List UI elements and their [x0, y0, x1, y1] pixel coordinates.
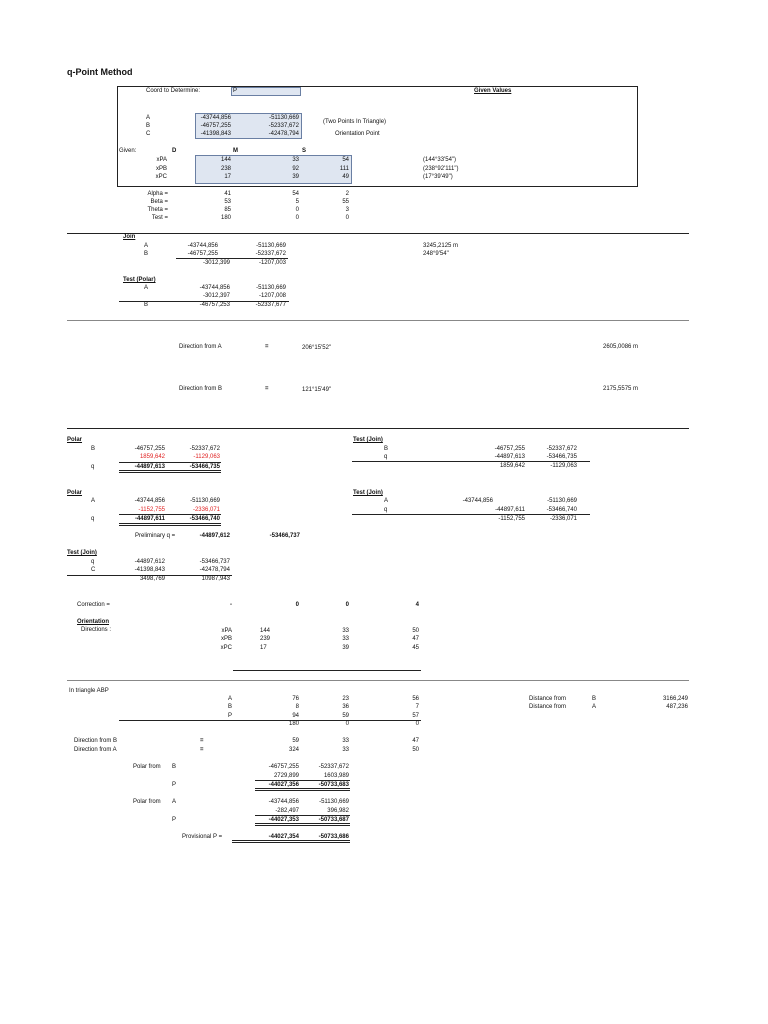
given-note: (144°33'54")	[423, 157, 457, 163]
angle-s: 0	[345, 215, 349, 221]
preliminary-y: -53466,737	[269, 533, 300, 539]
angle-m: 0	[295, 207, 299, 213]
correction-d: 0	[295, 602, 299, 608]
section-divider	[67, 233, 689, 234]
distance-value: 487,236	[666, 704, 688, 710]
given-d: 144	[220, 157, 231, 163]
polar1-dy: -1129,063	[193, 454, 220, 460]
col-header-m: M	[233, 148, 238, 154]
polar2-heading: Polar	[67, 490, 83, 496]
given-m: 39	[292, 174, 299, 180]
orientation-label: xPA	[221, 628, 232, 634]
orientation-s: 50	[412, 628, 419, 634]
join-sum-line	[176, 258, 288, 259]
polar-a-p-label: P	[172, 817, 177, 823]
testjoin2-y: -53466,740	[546, 507, 577, 513]
given-d: 238	[220, 166, 231, 172]
distance-point: A	[592, 704, 597, 710]
polar1-sum-line	[119, 462, 221, 463]
polar-b-sum-line	[255, 780, 350, 781]
section-divider	[67, 320, 689, 321]
join-y: -52337,672	[255, 251, 286, 257]
point-x: -46757,255	[200, 123, 231, 129]
polar-a-dx: -282,497	[275, 808, 299, 814]
triangle-total-d: 180	[288, 721, 299, 727]
provisional-y: -50733,686	[318, 834, 349, 840]
polar2-qx: -44897,611	[134, 516, 165, 522]
direction-from-a-label: Direction from A	[179, 344, 222, 350]
polar-b-label: Polar from	[133, 764, 161, 770]
dir2-eq: =	[200, 738, 204, 744]
triangle-label: In triangle ABP	[69, 688, 109, 694]
distance-label: Distance from	[529, 704, 567, 710]
triangle-s: 56	[412, 696, 419, 702]
polar1-x: -46757,255	[134, 446, 165, 452]
angle-m: 0	[295, 215, 299, 221]
given-label: xPB	[155, 166, 167, 172]
orientation-m: 33	[342, 628, 349, 634]
correction-sign: -	[230, 602, 232, 608]
test-polar-dx: -3012,397	[202, 293, 230, 299]
dir2-label: Direction from B	[74, 738, 118, 744]
testjoin1-dx: 1859,642	[499, 463, 525, 469]
polar-b-dx: 2729,899	[273, 773, 299, 779]
given-m: 92	[292, 166, 299, 172]
test-polar-label: A	[144, 285, 149, 291]
polar2-dx: -1152,755	[138, 507, 165, 513]
orientation-d: 144	[260, 628, 271, 634]
testjoin2-y: -51130,669	[547, 498, 577, 504]
polar1-qx: -44897,613	[134, 464, 165, 470]
polar2-label: q	[91, 516, 95, 522]
polar2-label: A	[91, 498, 96, 504]
join-x: -46757,255	[187, 251, 218, 257]
direction-from-a-value: 206°15'52"	[302, 345, 332, 351]
triangle-d: 8	[295, 704, 299, 710]
triangle-pt: P	[227, 713, 232, 719]
polar-a-y: -51130,669	[319, 799, 349, 805]
given-s: 111	[339, 166, 349, 172]
polar2-total-line	[119, 523, 221, 526]
orientation-sub: Directions :	[81, 627, 112, 633]
join-x: -43744,856	[187, 243, 218, 249]
point-y: -52337,672	[268, 123, 299, 129]
testjoin1-label: B	[384, 446, 389, 452]
polar1-dx: 1859,642	[139, 454, 165, 460]
coord-value: P	[233, 88, 238, 94]
dir2-label: Direction from A	[74, 747, 117, 753]
polar-a-x: -43744,856	[268, 799, 299, 805]
point-y: -42478,794	[268, 131, 299, 137]
provisional-total-line	[232, 840, 350, 843]
polar-a-sum-line	[255, 815, 350, 816]
join-direction: 248°9'54"	[423, 251, 449, 257]
testjoin1-heading: Test (Join)	[353, 437, 383, 443]
angle-s: 2	[345, 191, 349, 197]
polar-a-label: Polar from	[133, 799, 161, 805]
angle-m: 54	[292, 191, 299, 197]
join-diff-x: -3012,399	[202, 260, 230, 266]
polar1-label: B	[91, 446, 96, 452]
given-m: 33	[292, 157, 299, 163]
angle-d: 85	[224, 207, 231, 213]
testjoin3-dx: 3498,769	[139, 576, 165, 582]
triangle-s: 57	[412, 713, 419, 719]
angle-d: 180	[220, 215, 231, 221]
given-label: xPC	[155, 174, 167, 180]
test-polar-dy: -1207,008	[258, 293, 286, 299]
testjoin2-label: q	[384, 507, 388, 513]
orientation-d: 17	[260, 645, 267, 651]
orientation-note: Orientation Point	[335, 131, 380, 137]
provisional-x: -44027,354	[268, 834, 299, 840]
dir2-s: 47	[412, 738, 419, 744]
preliminary-x: -44897,612	[199, 533, 230, 539]
testjoin3-x: -41398,843	[134, 567, 165, 573]
polar1-label: q	[91, 464, 95, 470]
point-x: -43744,856	[200, 115, 231, 121]
given-label: Given:	[119, 148, 137, 154]
given-s: 54	[342, 157, 349, 163]
section-divider	[67, 428, 689, 429]
polar-a-px: -44027,353	[268, 817, 299, 823]
join-distance: 3245,2125 m	[423, 243, 459, 249]
given-note: (238°92'111")	[423, 166, 459, 172]
polar-b-p-label: P	[172, 782, 177, 788]
testjoin1-x: -44897,613	[494, 454, 525, 460]
given-label: xPA	[156, 157, 167, 163]
testjoin2-x: -44897,611	[495, 507, 525, 513]
point-label: A	[146, 115, 151, 121]
test-polar-x: -43744,856	[199, 285, 230, 291]
angle-d: 53	[224, 199, 231, 205]
triangle-pt: A	[227, 696, 232, 702]
testjoin1-label: q	[384, 454, 388, 460]
distance-point: B	[592, 696, 597, 702]
triangle-m: 36	[342, 704, 349, 710]
orientation-m: 39	[342, 645, 349, 651]
dir2-s: 50	[412, 747, 419, 753]
polar-b-total-line	[255, 788, 350, 791]
polar2-dy: -2336,071	[192, 507, 220, 513]
polar1-heading: Polar	[67, 437, 83, 443]
test-polar-y: -51130,669	[256, 285, 286, 291]
polar1-total-line	[119, 470, 221, 473]
orientation-m: 33	[342, 636, 349, 642]
dir2-d: 59	[292, 738, 299, 744]
orientation-s: 47	[412, 636, 419, 642]
test-polar-y: -52337,677	[255, 302, 286, 308]
polar-b-py: -50733,683	[318, 782, 349, 788]
angle-label: Test =	[151, 215, 168, 221]
point-y: -51130,669	[269, 115, 299, 121]
polar-b-x: -46757,255	[268, 764, 299, 770]
polar-a-point: A	[172, 799, 177, 805]
coord-input[interactable]	[231, 87, 301, 96]
orientation-s: 45	[412, 645, 419, 651]
testjoin3-label: C	[91, 567, 96, 573]
angle-m: 5	[295, 199, 299, 205]
testjoin1-sum-line	[352, 461, 590, 462]
testjoin2-heading: Test (Join)	[353, 490, 383, 496]
direction-from-a-eq: =	[265, 344, 269, 350]
polar1-y: -52337,672	[189, 446, 220, 452]
testjoin2-sum-line	[352, 514, 590, 515]
dir2-eq: =	[200, 747, 204, 753]
testjoin1-y: -52337,672	[546, 446, 577, 452]
angle-d: 41	[224, 191, 231, 197]
point-label: B	[146, 123, 151, 129]
join-label: A	[144, 243, 149, 249]
polar2-x: -43744,856	[134, 498, 165, 504]
given-d: 17	[224, 174, 231, 180]
testjoin3-heading: Test (Join)	[67, 550, 97, 556]
polar1-qy: -53466,735	[189, 464, 220, 470]
testjoin2-label: A	[384, 498, 389, 504]
testjoin1-x: -46757,255	[494, 446, 525, 452]
preliminary-label: Preliminary q =	[135, 533, 176, 539]
triangle-d: 76	[292, 696, 299, 702]
triangle-total-m: 0	[345, 721, 349, 727]
testjoin3-y: -42478,794	[199, 567, 230, 573]
direction-from-a-distance: 2605,0086 m	[603, 344, 639, 350]
given-values-heading: Given Values	[474, 88, 512, 94]
test-polar-label: B	[144, 302, 149, 308]
join-label: B	[144, 251, 149, 257]
triangle-s: 7	[415, 704, 419, 710]
dir2-d: 324	[288, 747, 299, 753]
section-divider	[67, 680, 689, 681]
direction-from-b-value: 121°15'49"	[302, 387, 332, 393]
triangle-d: 94	[292, 713, 299, 719]
polar-b-y: -52337,672	[318, 764, 349, 770]
orientation-label: xPC	[220, 645, 232, 651]
orientation-line	[233, 670, 421, 671]
page-title: q-Point Method	[67, 67, 133, 77]
direction-from-b-eq: =	[265, 386, 269, 392]
testjoin3-dy: 10987,943	[201, 576, 230, 582]
dir2-m: 33	[342, 738, 349, 744]
testjoin3-x: -44897,612	[134, 559, 165, 565]
testjoin2-dx: -1152,755	[498, 516, 525, 522]
join-diff-y: -1207,003	[258, 260, 286, 266]
testjoin3-y: -53466,737	[199, 559, 230, 565]
given-s: 49	[342, 174, 349, 180]
testjoin2-x: -43744,856	[462, 498, 493, 504]
distance-label: Distance from	[529, 696, 567, 702]
orientation-heading: Orientation	[77, 619, 110, 625]
angle-label: Beta =	[150, 199, 168, 205]
given-note: (17°39'49")	[423, 174, 453, 180]
orientation-label: xPB	[220, 636, 232, 642]
angle-s: 3	[345, 207, 349, 213]
correction-s: 4	[415, 602, 419, 608]
triangle-total-s: 0	[415, 721, 419, 727]
triangle-pt: B	[227, 704, 232, 710]
direction-from-b-label: Direction from B	[179, 386, 223, 392]
join-heading: Join	[123, 234, 136, 240]
test-polar-x: -46757,253	[199, 302, 230, 308]
testjoin2-dy: -2336,071	[549, 516, 577, 522]
testjoin1-dy: -1129,063	[550, 463, 577, 469]
point-x: -41398,843	[200, 131, 231, 137]
polar-b-px: -44027,356	[268, 782, 299, 788]
provisional-label: Provisional P =	[182, 834, 223, 840]
col-header-d: D	[172, 148, 177, 154]
coord-label: Coord to Determine:	[146, 88, 201, 94]
polar-a-total-line	[255, 823, 350, 826]
col-header-s: S	[302, 148, 307, 154]
join-y: -51130,669	[256, 243, 286, 249]
polar2-qy: -53466,740	[189, 516, 220, 522]
orientation-d: 239	[260, 636, 271, 642]
polar-a-py: -50733,687	[318, 817, 349, 823]
triangle-m: 59	[342, 713, 349, 719]
angle-label: Alpha =	[147, 191, 168, 197]
point-label: C	[146, 131, 151, 137]
polar-b-point: B	[172, 764, 177, 770]
polar2-y: -51130,669	[190, 498, 220, 504]
triangle-note: (Two Points In Triangle)	[323, 119, 387, 125]
angle-label: Theta =	[147, 207, 168, 213]
dir2-m: 33	[342, 747, 349, 753]
testjoin3-label: q	[91, 559, 95, 565]
test-polar-heading: Test (Polar)	[123, 277, 156, 283]
distance-value: 3166,249	[662, 696, 688, 702]
triangle-m: 23	[342, 696, 349, 702]
polar-b-dy: 1603,989	[323, 773, 349, 779]
polar2-sum-line	[119, 514, 221, 515]
polar-a-dy: 396,982	[327, 808, 349, 814]
angle-s: 55	[342, 199, 349, 205]
correction-m: 0	[345, 602, 349, 608]
direction-from-b-distance: 2175,5575 m	[603, 386, 639, 392]
correction-label: Correction =	[77, 602, 110, 608]
testjoin1-y: -53466,735	[546, 454, 577, 460]
